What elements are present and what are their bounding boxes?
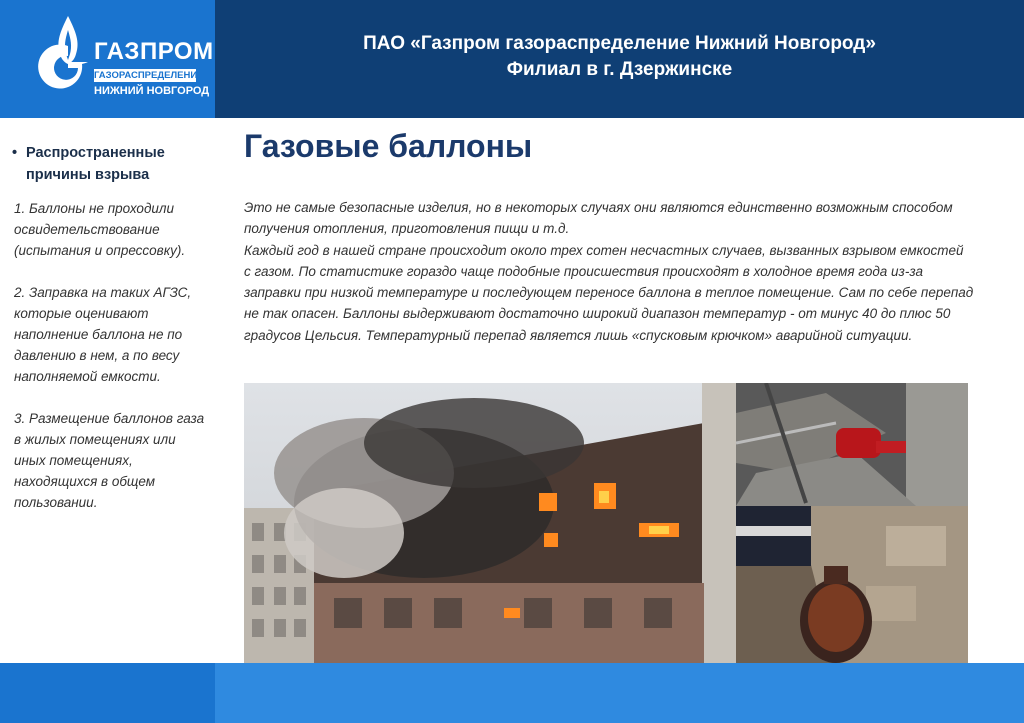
cause-item-3: 3. Размещение баллонов газа в жилых помещениях или иных помещениях, находящихся в общем пользовании.: [14, 411, 205, 510]
bullet-icon: •: [12, 145, 18, 161]
cause-item-1: 1. Баллоны не проходили освидетельствование (испытания и опрессовку).: [14, 201, 186, 258]
logo-subtitle-2: НИЖНИЙ НОВГОРОД: [94, 85, 210, 97]
main-text: [244, 197, 974, 346]
building-fire-photo: [244, 383, 736, 663]
org-name: ПАО «Газпром газораспределение Нижний Новгород»: [363, 33, 876, 54]
footer-right-band: [215, 663, 1024, 723]
paragraph-2: Каждый год в нашей стране происходит около трех сотен несчастных случаев, вызванных взрывом емкостей с газом. По статистике гораздо чаще подобные происшествия происходят в холодное время года из-за заправки при низкой температуре и последующем переносе баллона в теплое помещение. Сам по себе перепад не так опасен. Баллоны выдерживают достаточно широкий диапазон температур - от минус 40 до плюс 50 градусов Цельсия. Температурный перепад является лишь «спусковым крючком» аварийной ситуации.: [244, 242, 974, 343]
branch-name: Филиал в г. Дзержинске: [506, 59, 733, 80]
building-fire-illustration: [244, 383, 736, 663]
sidebar-heading: [12, 142, 207, 186]
damaged-gas-cylinder-photo: [736, 383, 968, 506]
left-sidebar: [0, 118, 215, 663]
gazprom-flame-logo-icon: [38, 12, 98, 102]
logo-panel: [0, 0, 215, 118]
exploded-cylinder-photo: [736, 506, 968, 663]
page-title: Газовые баллоны: [244, 128, 533, 164]
causes-list: [14, 198, 209, 534]
paragraph-1: Это не самые безопасные изделия, но в некоторых случаях они являются единственно возможным способом получения отопления, приготовления пищи и т.д.: [244, 200, 953, 237]
logo-subtitle-1: ГАЗОРАСПРЕДЕЛЕНИЕ: [94, 70, 204, 81]
sidebar-heading-text: Распространенные причины взрыва: [26, 145, 165, 183]
cause-item-2: 2. Заправка на таких АГЗС, которые оценивают наполнение баллона не по давлению в нем, а по весу наполняемой емкости.: [14, 285, 192, 384]
debris-illustration: [736, 383, 968, 506]
logo-brand-text: ГАЗПРОМ: [94, 38, 214, 65]
header-band: [215, 0, 1024, 118]
cylinder-illustration: [736, 506, 968, 663]
footer-left-band: [0, 663, 215, 723]
